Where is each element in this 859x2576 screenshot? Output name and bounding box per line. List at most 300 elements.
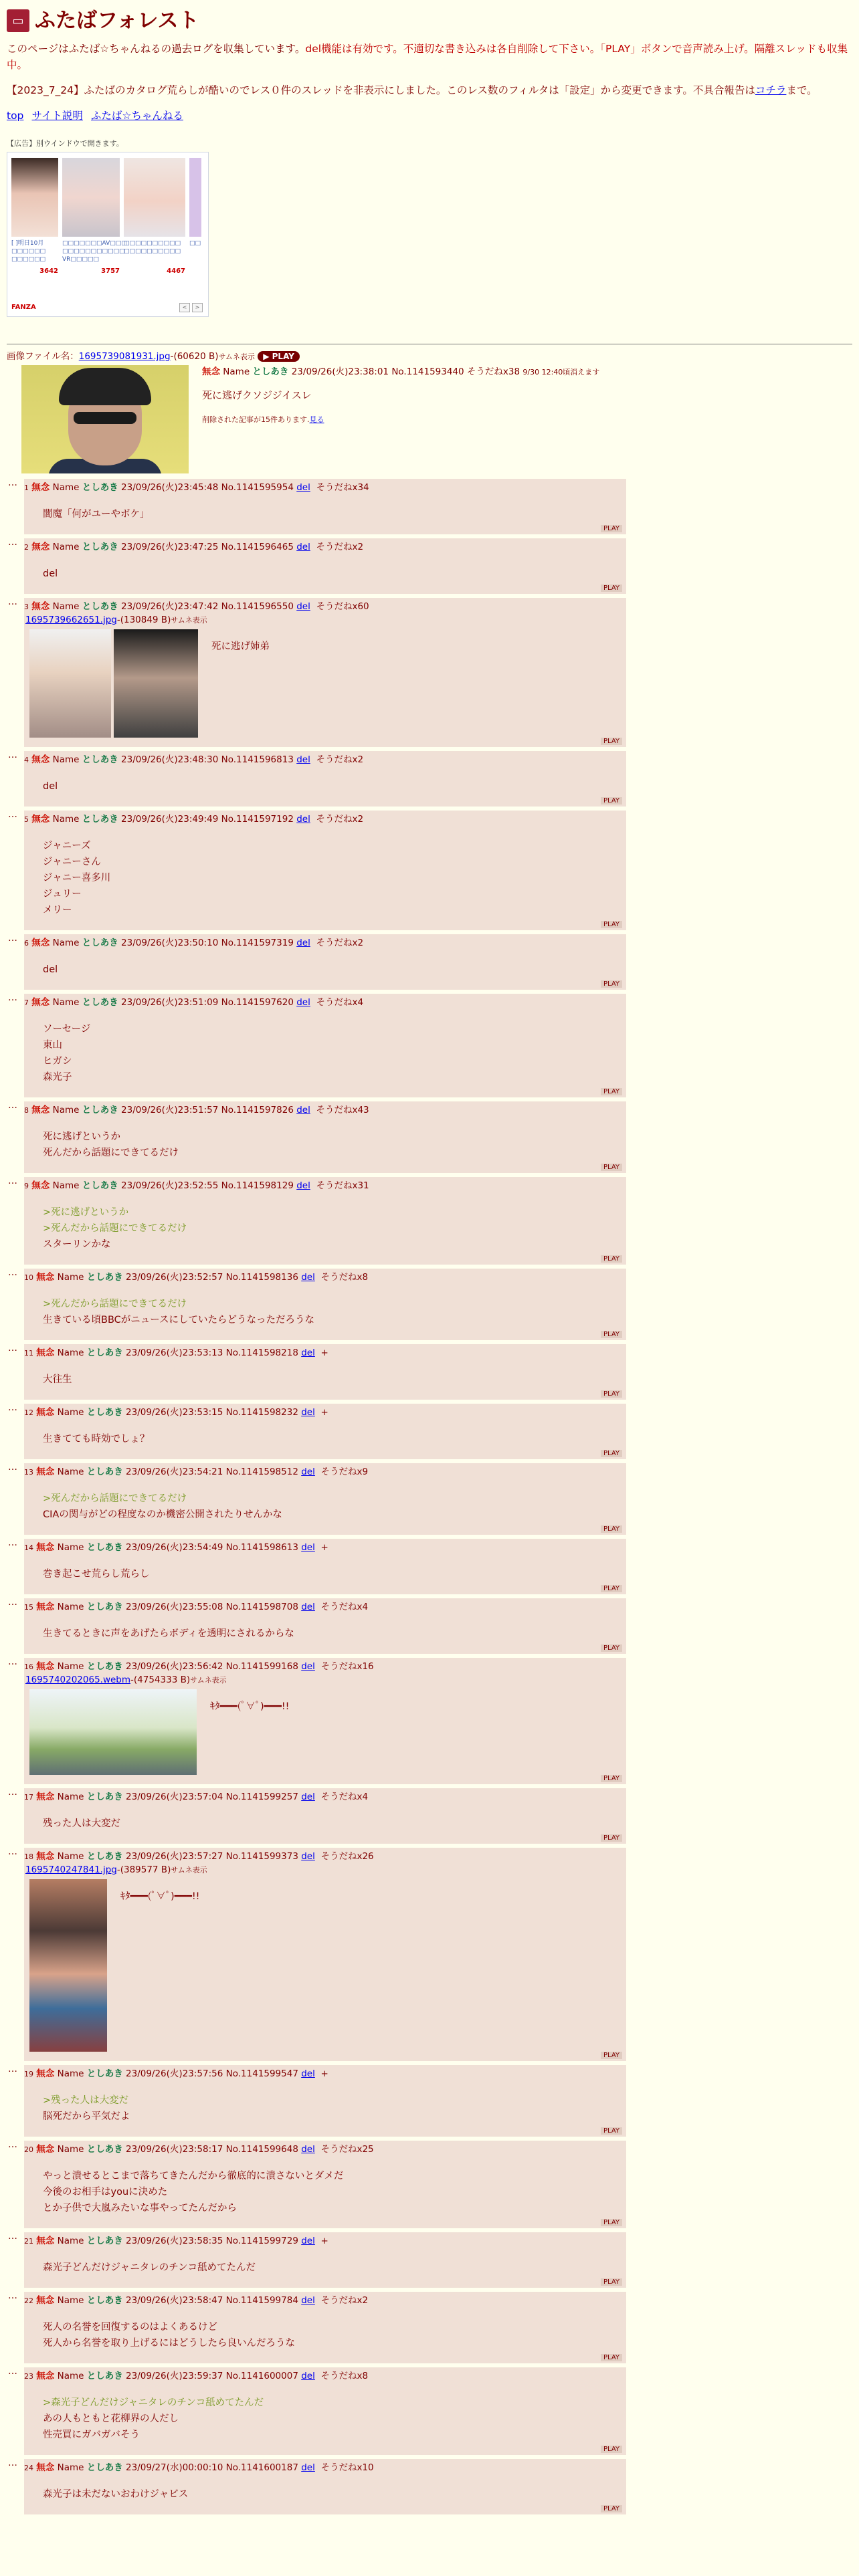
reply-file-link[interactable]: 1695740202065.webm	[25, 1674, 131, 1685]
reply-play-button[interactable]: PLAY	[601, 1164, 622, 1171]
op-name: としあき	[252, 366, 289, 377]
message-line: 生きてても時効でしょ？	[43, 1433, 150, 1444]
reply-datetime: 23/09/26(火)23:49:49	[121, 813, 219, 825]
reply-message	[24, 950, 626, 980]
message-line: CIAの関与がどの程度なのか機密公開されたりせんかな	[43, 1509, 282, 1520]
reply-row	[7, 751, 852, 807]
reply-number: No.1141597620	[221, 996, 294, 1008]
del-link[interactable]: del	[301, 1466, 315, 1477]
reply-datetime: 23/09/26(火)23:47:42	[121, 601, 219, 612]
reply-row	[7, 1177, 852, 1265]
reply-subject: 無念	[36, 2295, 55, 2306]
reply-play-button[interactable]: PLAY	[601, 1390, 622, 1398]
reply-box: 16 無念 Name としあき 23/09/26(火)23:56:42 No.1141599168 del そうだねx16 1695740202065.webm-(4754333 B)サムネ表示 ｷﾀ━━━(ﾟ∀ﾟ)━━━!! PLAY	[24, 1658, 626, 1784]
quote-line: >死んだから話題にできてるだけ	[43, 1493, 187, 1504]
message-line: ジャニーズ	[43, 840, 91, 851]
ad-banner[interactable]	[7, 152, 209, 317]
reply-name: としあき	[86, 2462, 123, 2474]
reply-row	[7, 1404, 852, 1459]
reply-play-button[interactable]: PLAY	[601, 2219, 622, 2226]
message-line: あの人もともと花柳界の人だし	[43, 2413, 179, 2425]
del-link[interactable]: del	[301, 2462, 315, 2474]
reply-number: No.1141599729	[225, 2236, 298, 2247]
site-header	[7, 5, 852, 37]
reply-box: 8 無念 Name としあき 23/09/26(火)23:51:57 No.1141597826 del そうだねx43 死に逃げというか 死んだから話題にできてるだけ PLAY	[24, 1101, 626, 1173]
op-number: No.1141593440	[391, 366, 464, 377]
ad-image[interactable]	[189, 158, 201, 237]
reply-box: 17 無念 Name としあき 23/09/26(火)23:57:04 No.1141599257 del そうだねx4 残った人は大変だ PLAY	[24, 1788, 626, 1844]
reply-play-button[interactable]: PLAY	[601, 2354, 622, 2361]
reply-marker-icon: …	[8, 536, 17, 548]
reply-box: 21 無念 Name としあき 23/09/26(火)23:58:35 No.1141599729 del + 森光子どんだけジャニタレのチンコ舐めてたんだ PLAY	[24, 2232, 626, 2288]
reply-marker-icon: …	[8, 1537, 17, 1548]
report-link[interactable]: コチラ	[755, 84, 787, 96]
reply-datetime: 23/09/26(火)23:50:10	[121, 937, 219, 948]
reply-marker-icon: …	[8, 2139, 17, 2151]
del-link[interactable]: del	[296, 481, 310, 493]
reply-box: 7 無念 Name としあき 23/09/26(火)23:51:09 No.1141597620 del そうだねx4 ソーセージ 東山 ヒガシ 森光子 PLAY	[24, 994, 626, 1097]
reply-row	[7, 1269, 852, 1340]
sodane-button[interactable]: そうだねx2	[316, 937, 364, 948]
reply-marker-icon: …	[8, 1846, 17, 1857]
reply-datetime: 23/09/26(火)23:59:37	[126, 2371, 223, 2382]
reply-name: としあき	[86, 1466, 123, 1477]
sodane-button[interactable]: そうだねx43	[316, 1104, 369, 1115]
reply-message	[24, 1284, 626, 1331]
reply-image[interactable]	[29, 1879, 107, 2052]
reply-play-button[interactable]: PLAY	[601, 1450, 622, 1457]
reply-message	[24, 2474, 626, 2505]
reply-number: No.1141596550	[221, 601, 294, 612]
message-line: 死人の名誉を回復するのはよくあるけど	[43, 2322, 217, 2333]
reply-number: No.1141598218	[225, 1347, 298, 1358]
reply-image[interactable]	[114, 629, 198, 738]
reply-name: としあき	[86, 1660, 123, 1672]
message-line: 死人から名誉を取り上げるにはどうしたら良いんだろうな	[43, 2338, 295, 2349]
reply-image[interactable]	[29, 629, 111, 738]
message-line: 森光子どんだけジャニタレのチンコ舐めてたんだ	[43, 2262, 256, 2274]
del-link[interactable]: del	[301, 1541, 315, 1553]
nav-links	[7, 108, 852, 124]
reply-play-button[interactable]: PLAY	[601, 1088, 622, 1095]
reply-play-button[interactable]: PLAY	[601, 1585, 622, 1592]
message-line: del	[43, 568, 58, 579]
reply-index: 15	[24, 1602, 33, 1612]
reply-name: としあき	[82, 996, 118, 1008]
sodane-button[interactable]: そうだねx9	[320, 1466, 369, 1477]
message-line: del	[43, 964, 58, 975]
reply-name: としあき	[86, 1851, 123, 1862]
reply-box: 1 無念 Name としあき 23/09/26(火)23:45:48 No.1141595954 del そうだねx34 闇魔「何がユーやボケ」 PLAY	[24, 479, 626, 534]
del-link[interactable]: del	[301, 2144, 315, 2155]
message-line: 生きている頃BBCがニュースにしていたらどうなっただろうな	[43, 1314, 315, 1325]
reply-datetime: 23/09/26(火)23:53:15	[126, 1406, 223, 1418]
reply-message	[24, 1614, 626, 1644]
reply-row	[7, 2141, 852, 2228]
reply-index: 18	[24, 1852, 33, 1861]
message-line: とか子供で大嵐みたいな事やってたんだから	[43, 2203, 237, 2214]
reply-box: 13 無念 Name としあき 23/09/26(火)23:54:21 No.1141598512 del そうだねx9 >死んだから話題にできてるだけ CIAの関与がどの程度なのか機密公開されたりせんかな PLAY	[24, 1463, 626, 1535]
reply-number: No.1141599547	[225, 2068, 298, 2080]
sodane-button[interactable]: そうだねx2	[320, 2295, 369, 2306]
del-link[interactable]: del	[296, 813, 310, 825]
futaba-link[interactable]: ふたば☆ちゃんねる	[91, 109, 183, 122]
reply-name: としあき	[86, 1541, 123, 1553]
reply-name: としあき	[86, 2068, 123, 2080]
reply-box: 12 無念 Name としあき 23/09/26(火)23:53:15 No.1141598232 del + 生きてても時効でしょ？ PLAY	[24, 1404, 626, 1459]
reply-row	[7, 811, 852, 930]
reply-name: としあき	[86, 1792, 123, 1802]
reply-name: としあき	[82, 481, 118, 493]
reply-box: 15 無念 Name としあき 23/09/26(火)23:55:08 No.1141598708 del そうだねx4 生きてるときに声をあげたらボディを透明にされるからな PLAY	[24, 1598, 626, 1654]
reply-message	[24, 1419, 626, 1450]
reply-subject: 無念	[36, 1541, 55, 1553]
reply-datetime: 23/09/26(火)23:54:21	[126, 1466, 223, 1477]
reply-marker-icon: …	[8, 1175, 17, 1186]
reply-subject: 無念	[31, 481, 50, 493]
reply-number: No.1141598613	[225, 1541, 298, 1553]
reply-marker-icon: …	[8, 1099, 17, 1111]
message-line: ヒガシ	[43, 1055, 72, 1067]
reply-subject: 無念	[36, 2236, 55, 2247]
op-expire: 9/30 12:40頃消えます	[522, 367, 600, 377]
reply-message	[24, 826, 626, 921]
reply-index: 22	[24, 2296, 33, 2306]
reply-row	[7, 2367, 852, 2455]
sodane-button[interactable]: そうだねx2	[316, 813, 364, 825]
reply-subject: 無念	[31, 541, 50, 552]
ad-text[interactable]: □□□□□□□AV□□□ □□□□□□□□□□□ VR□□□□□	[62, 240, 127, 263]
del-link[interactable]: del	[301, 1406, 315, 1418]
reply-row	[7, 1463, 852, 1535]
reply-subject: 無念	[36, 2371, 55, 2382]
reply-message	[24, 1804, 626, 1834]
reply-index: 24	[24, 2464, 33, 2473]
ad-label: 【広告】別ウインドウで開きます。	[7, 138, 124, 148]
reply-datetime: 23/09/26(火)23:58:47	[126, 2295, 223, 2306]
reply-datetime: 23/09/26(火)23:47:25	[121, 541, 219, 552]
reply-name: としあき	[86, 1406, 123, 1418]
reply-play-button[interactable]: PLAY	[601, 738, 622, 745]
reply-index: 20	[24, 2145, 33, 2155]
reply-number: No.1141599373	[225, 1851, 298, 1862]
reply-row	[7, 1848, 852, 2061]
reply-number: No.1141596465	[221, 541, 294, 552]
ad-text[interactable]: □□	[189, 240, 201, 247]
reply-box: 9 無念 Name としあき 23/09/26(火)23:52:55 No.1141598129 del そうだねx31 >死に逃げというか >死んだから話題にできてるだけ スターリンかな PLAY	[24, 1177, 626, 1265]
reply-subject: 無念	[31, 1180, 50, 1191]
reply-number: No.1141599168	[225, 1660, 298, 1672]
reply-index: 8	[24, 1105, 29, 1115]
reply-message	[24, 2080, 626, 2127]
reply-play-button[interactable]: PLAY	[601, 980, 622, 988]
reply-message	[24, 554, 626, 584]
reply-play-button[interactable]: PLAY	[601, 1255, 622, 1263]
reply-index: 12	[24, 1408, 33, 1417]
del-link[interactable]: del	[296, 601, 310, 612]
del-link[interactable]: del	[301, 1347, 315, 1358]
del-link[interactable]: del	[301, 2295, 315, 2306]
reply-row	[7, 1788, 852, 1844]
reply-marker-icon: …	[8, 2366, 17, 2377]
reply-file-link[interactable]: 1695739662651.jpg	[25, 614, 117, 625]
reply-subject: 無念	[31, 937, 50, 948]
message-line: 巻き起こせ荒らし荒らし	[43, 1568, 150, 1580]
op-sodane[interactable]: そうだねx38	[466, 366, 520, 377]
ad-nav	[179, 303, 203, 312]
sodane-button[interactable]: そうだねx2	[316, 541, 364, 552]
op-message: 死に逃げクソジジイスレ	[202, 389, 312, 401]
reply-row	[7, 1344, 852, 1400]
intro-notice: このページはふたば☆ちゃんねるの過去ログを収集しています。del機能は有効です。不適切な書き込みは各自削除して下さい。「PLAY」ボタンで音声読み上げ。隔離スレッドも収集中。	[7, 42, 848, 71]
sodane-button[interactable]: +	[320, 1541, 328, 1553]
reply-datetime: 23/09/26(火)23:51:09	[121, 996, 219, 1008]
reply-message	[24, 1479, 626, 1525]
message-line: 大往生	[43, 1374, 72, 1385]
reply-message	[24, 2307, 626, 2354]
reply-name: としあき	[82, 541, 118, 552]
reply-message	[24, 2383, 626, 2446]
reply-subject: 無念	[31, 601, 50, 612]
reply-number: No.1141597826	[221, 1104, 294, 1115]
sodane-button[interactable]: そうだねx60	[316, 601, 369, 612]
thumb-toggle[interactable]: サムネ表示	[171, 1866, 207, 1874]
reply-row	[7, 934, 852, 990]
ad-image[interactable]	[11, 158, 58, 237]
reply-image[interactable]	[29, 1689, 197, 1775]
reply-number: No.1141596813	[221, 754, 294, 765]
reply-datetime: 23/09/26(火)23:48:30	[121, 754, 219, 765]
sodane-button[interactable]: そうだねx26	[320, 1851, 374, 1862]
sodane-button[interactable]: そうだねx2	[316, 754, 364, 765]
sodane-button[interactable]: そうだねx8	[320, 2371, 369, 2382]
reply-index: 6	[24, 938, 29, 948]
reply-marker-icon: …	[8, 1402, 17, 1413]
reply-number: No.1141598512	[225, 1466, 298, 1477]
quote-line: >死んだから話題にできてるだけ	[43, 1298, 187, 1309]
reply-index: 7	[24, 998, 29, 1007]
reply-row	[7, 479, 852, 534]
reply-name: としあき	[86, 1271, 123, 1283]
reply-play-button[interactable]: PLAY	[601, 2127, 622, 2135]
sodane-button[interactable]: そうだねx4	[320, 1601, 369, 1612]
reply-name: としあき	[82, 754, 118, 765]
message-line: 脳死だから平気だよ	[43, 2111, 130, 2123]
ad-image[interactable]	[62, 158, 120, 237]
reply-message	[197, 1689, 289, 1715]
sodane-button[interactable]: そうだねx4	[316, 996, 364, 1008]
reply-marker-icon: …	[8, 2290, 17, 2302]
sodane-button[interactable]: そうだねx16	[320, 1660, 374, 1672]
reply-datetime: 23/09/26(火)23:45:48	[121, 481, 219, 493]
del-link[interactable]: del	[301, 1792, 315, 1802]
reply-marker-icon: …	[8, 2458, 17, 2469]
reply-name: としあき	[86, 2144, 123, 2155]
reply-datetime: 23/09/26(火)23:57:04	[126, 1792, 223, 1802]
sodane-button[interactable]: そうだねx4	[320, 1792, 369, 1802]
reply-subject: 無念	[36, 1601, 55, 1612]
reply-play-button[interactable]: PLAY	[601, 2278, 622, 2286]
reply-datetime: 23/09/26(火)23:57:56	[126, 2068, 223, 2080]
quote-line: >死んだから話題にできてるだけ	[43, 1222, 187, 1234]
ad-text[interactable]: □□□□□□□□□□ □□□□□□□□□□	[124, 240, 181, 255]
del-link[interactable]: del	[301, 2068, 315, 2080]
deleted-view-link[interactable]: 見る	[309, 415, 324, 425]
del-link[interactable]: del	[301, 1271, 315, 1283]
reply-marker-icon: …	[8, 477, 17, 488]
reply-message	[24, 1117, 626, 1164]
op-file-link[interactable]: 1695739081931.jpg	[78, 351, 171, 362]
reply-row	[7, 598, 852, 747]
reply-datetime: 23/09/26(火)23:52:55	[121, 1180, 219, 1191]
reply-index: 4	[24, 755, 29, 764]
ad-prev-icon[interactable]: <	[179, 303, 190, 312]
reply-play-button[interactable]: PLAY	[601, 2446, 622, 2453]
reply-box: 4 無念 Name としあき 23/09/26(火)23:48:30 No.1141596813 del そうだねx2 del PLAY	[24, 751, 626, 807]
message-line: 死に逃げ姉弟	[211, 641, 270, 652]
op-subject: 無念	[202, 366, 220, 377]
site-info-link[interactable]: サイト説明	[31, 109, 83, 122]
reply-play-button[interactable]: PLAY	[601, 1525, 622, 1533]
reply-index: 1	[24, 483, 29, 492]
reply-box: 6 無念 Name としあき 23/09/26(火)23:50:10 No.1141597319 del そうだねx2 del PLAY	[24, 934, 626, 990]
sodane-button[interactable]: +	[320, 2236, 328, 2247]
del-link[interactable]: del	[296, 996, 310, 1008]
reply-row	[7, 994, 852, 1097]
reply-number: No.1141600007	[225, 2371, 298, 2382]
del-link[interactable]: del	[296, 1104, 310, 1115]
reply-play-button[interactable]: PLAY	[601, 1331, 622, 1338]
del-link[interactable]: del	[296, 937, 310, 948]
reply-marker-icon: …	[8, 809, 17, 820]
reply-subject: 無念	[31, 996, 50, 1008]
ad-price: 3642	[39, 267, 58, 276]
ad-text[interactable]: [ ]明日10月 □□□□□□ □□□□□□	[11, 240, 46, 263]
site-logo-icon[interactable]: ▭	[7, 9, 29, 32]
reply-play-button[interactable]: PLAY	[601, 525, 622, 532]
thumb-toggle[interactable]: サムネ表示	[218, 352, 255, 362]
reply-number: No.1141598136	[225, 1271, 298, 1283]
reply-marker-icon: …	[8, 1461, 17, 1473]
reply-marker-icon: …	[8, 932, 17, 944]
ad-price: 4467	[167, 267, 185, 276]
reply-subject: 無念	[36, 1660, 55, 1672]
reply-index: 16	[24, 1662, 33, 1671]
del-link[interactable]: del	[296, 1180, 310, 1191]
del-link[interactable]: del	[301, 2236, 315, 2247]
reply-datetime: 23/09/26(火)23:58:17	[126, 2144, 223, 2155]
reply-number: No.1141598708	[225, 1601, 298, 1612]
reply-message	[24, 1009, 626, 1088]
reply-play-button[interactable]: PLAY	[601, 1834, 622, 1842]
thumb-toggle[interactable]: サムネ表示	[171, 615, 207, 625]
reply-number: No.1141599648	[225, 2144, 298, 2155]
sodane-button[interactable]: そうだねx25	[320, 2144, 374, 2155]
reply-play-button[interactable]: PLAY	[601, 1644, 622, 1652]
reply-marker-icon: …	[8, 992, 17, 1003]
reply-play-button[interactable]: PLAY	[601, 2505, 622, 2512]
reply-play-button[interactable]: PLAY	[601, 584, 622, 592]
reply-box: 23 無念 Name としあき 23/09/26(火)23:59:37 No.1141600007 del そうだねx8 >森光子どんだけジャニタレのチンコ舐めてたんだ あの人もともと花柳界の人だし 性売買にガバガバそう PLAY	[24, 2367, 626, 2455]
thumb-toggle[interactable]: サムネ表示	[190, 1675, 227, 1685]
del-link[interactable]: del	[296, 754, 310, 765]
intro-update: 【2023_7_24】ふたばのカタログ荒らしが酷いのでレス０件のスレッドを非表示にしました。このレス数のフィルタは「設定」から変更できます。不具合報告はコチラまで。	[7, 84, 818, 96]
ad-image[interactable]	[124, 158, 185, 237]
reply-number: No.1141598129	[221, 1180, 294, 1191]
message-line: ジャニーさん	[43, 856, 101, 867]
sodane-button[interactable]: そうだねx34	[316, 481, 369, 493]
message-line: 生きてるときに声をあげたらボディを透明にされるからな	[43, 1628, 294, 1639]
reply-list	[7, 479, 852, 2515]
reply-subject: 無念	[36, 1792, 55, 1802]
reply-file-link[interactable]: 1695740247841.jpg	[25, 1864, 117, 1875]
reply-name: としあき	[82, 937, 118, 948]
message-line: ｷﾀ━━━(ﾟ∀ﾟ)━━━!!	[210, 1701, 290, 1712]
reply-datetime: 23/09/26(火)23:53:13	[126, 1347, 223, 1358]
op-thumbnail[interactable]	[21, 365, 189, 473]
reply-row	[7, 2065, 852, 2137]
sodane-button[interactable]: +	[320, 2068, 328, 2080]
sodane-button[interactable]: そうだねx31	[316, 1180, 369, 1191]
reply-row	[7, 1101, 852, 1173]
reply-subject: 無念	[36, 1466, 55, 1477]
message-line: スターリンかな	[43, 1239, 111, 1250]
reply-index: 2	[24, 542, 29, 552]
sodane-button[interactable]: そうだねx10	[320, 2462, 374, 2474]
reply-number: No.1141597192	[221, 813, 294, 825]
reply-name: としあき	[86, 2236, 123, 2247]
top-link[interactable]: top	[7, 109, 24, 122]
message-line: やっと潰せるとこまで落ちてきたんだから徹底的に潰さないとダメだ	[43, 2171, 344, 2182]
reply-datetime: 23/09/26(火)23:56:42	[126, 1660, 223, 1672]
reply-play-button[interactable]: PLAY	[601, 1775, 622, 1782]
reply-box: 5 無念 Name としあき 23/09/26(火)23:49:49 No.1141597192 del そうだねx2 ジャニーズ ジャニーさん ジャニー喜多川 ジュリー メリー PLAY	[24, 811, 626, 930]
reply-row	[7, 1598, 852, 1654]
reply-row	[7, 2459, 852, 2514]
message-line: 森光子	[43, 1071, 72, 1083]
reply-number: No.1141595954	[221, 481, 294, 493]
message-line: 東山	[43, 1039, 62, 1051]
reply-box: 10 無念 Name としあき 23/09/26(火)23:52:57 No.1141598136 del そうだねx8 >死んだから話題にできてるだけ 生きている頃BBCがニュースにしていたらどうなっただろうな PLAY	[24, 1269, 626, 1340]
reply-marker-icon: …	[8, 1787, 17, 1798]
sodane-button[interactable]: +	[320, 1406, 328, 1418]
message-line: 性売買にガバガバそう	[43, 2430, 140, 2441]
reply-row	[7, 1539, 852, 1594]
reply-datetime: 23/09/26(火)23:52:57	[126, 1271, 223, 1283]
sodane-button[interactable]: +	[320, 1347, 328, 1358]
del-link[interactable]: del	[301, 2371, 315, 2382]
reply-subject: 無念	[36, 2462, 55, 2474]
reply-marker-icon: …	[8, 1596, 17, 1608]
reply-play-button[interactable]: PLAY	[601, 2052, 622, 2059]
del-link[interactable]: del	[301, 1660, 315, 1672]
sodane-button[interactable]: そうだねx8	[320, 1271, 369, 1283]
reply-message	[24, 1360, 626, 1390]
del-link[interactable]: del	[296, 541, 310, 552]
reply-play-button[interactable]: PLAY	[601, 921, 622, 928]
op-play-button[interactable]: ▶ PLAY	[258, 351, 300, 362]
message-line: 闇魔「何がユーやボケ」	[43, 508, 150, 520]
ad-next-icon[interactable]: >	[192, 303, 203, 312]
del-link[interactable]: del	[301, 1851, 315, 1862]
reply-play-button[interactable]: PLAY	[601, 797, 622, 804]
del-link[interactable]: del	[301, 1601, 315, 1612]
reply-row	[7, 538, 852, 594]
reply-number: No.1141598232	[225, 1406, 298, 1418]
message-line: 死んだから話題にできてるだけ	[43, 1147, 179, 1158]
reply-box: 24 無念 Name としあき 23/09/27(水)00:00:10 No.1141600187 del そうだねx10 森光子は未だないおわけジャビス PLAY	[24, 2459, 626, 2514]
message-line: 死に逃げというか	[43, 1131, 120, 1142]
